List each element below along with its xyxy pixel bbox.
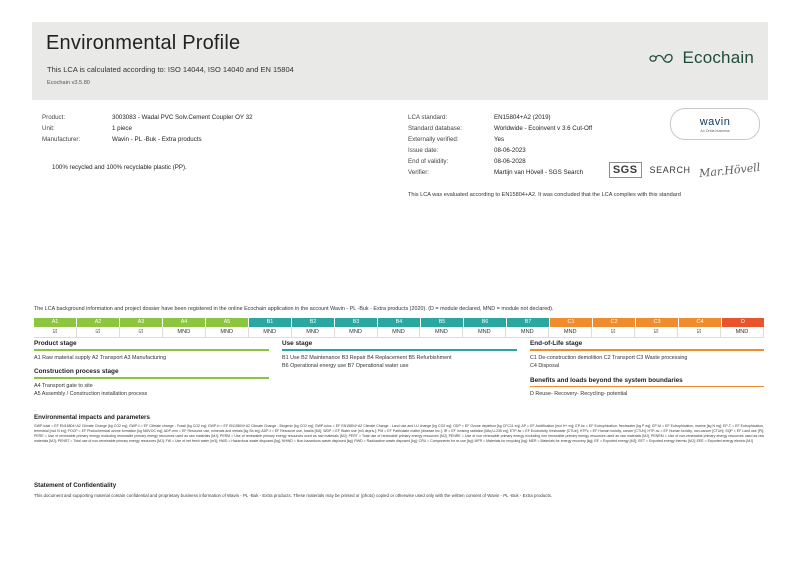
impacts-title: Environmental impacts and parameters (34, 414, 150, 421)
product-stage-column (34, 340, 269, 399)
app-version: Ecochain v3.5.80 (47, 80, 90, 86)
meta-value: EN15804+A2 (2019) (494, 114, 551, 121)
infinity-icon (649, 51, 675, 66)
module-value-cell: ☑ (678, 327, 721, 338)
use-stage-title: Use stage (282, 340, 313, 347)
meta-value: Worldwide - Ecoinvent v 3.6 Cut-Off (494, 125, 593, 132)
construction-stage-line: A5 Assembly / Construction installation process (34, 391, 148, 398)
module-value-cell: ☑ (120, 327, 163, 338)
benefits-line: D Reuse- Recovery- Recycling- potential (530, 391, 628, 398)
module-value-cell: MND (506, 327, 549, 338)
module-code-cell: C3 (636, 318, 679, 327)
meta-row (408, 112, 648, 123)
use-stage-column (282, 340, 517, 371)
module-code-cell: C2 (593, 318, 636, 327)
meta-row (408, 123, 648, 134)
endoflife-stage-column (530, 340, 764, 399)
meta-value: 08-06-2023 (494, 147, 526, 154)
document-header (32, 22, 768, 100)
construction-stage-line: A4 Transport gate to site (34, 382, 93, 389)
dossier-note: The LCA background information and project dossier have been registered in the online Ecochain application in the account Wavin - PL -Buk - Extra products (2020). (D = module declared, MND = module not declared). (34, 306, 554, 312)
meta-row (42, 134, 362, 145)
ecochain-logo (649, 48, 754, 68)
green-divider (34, 349, 269, 351)
lifecycle-stages (34, 340, 764, 412)
module-code-cell: C4 (679, 318, 722, 327)
module-code-row (34, 318, 764, 327)
module-code-cell: B4 (378, 318, 421, 327)
search-wordmark: SEARCH (649, 165, 691, 175)
module-value-row (34, 327, 764, 338)
meta-value: Wavin - PL -Buk - Extra products (112, 136, 202, 143)
endoflife-stage-title: End-of-Life stage (530, 340, 583, 347)
module-value-cell: ☑ (592, 327, 635, 338)
verifier-marks (609, 162, 760, 178)
statement-body: This document and supporting material contain confidential and proprietary business information of Wavin - PL -Buk - Extra products. These materials may be printed or (photo) copied or otherwise used only with the written consent of Wavin - PL -Buk - Extra products. (34, 493, 553, 498)
module-value-cell: ☑ (635, 327, 678, 338)
statement-title: Statement of Confidentiality (34, 482, 117, 489)
product-stage-line: A1 Raw material supply A2 Transport A3 Manufacturing (34, 354, 167, 361)
green-divider (34, 377, 269, 379)
material-note: 100% recycled and 100% recyclable plastic (PP). (52, 164, 187, 171)
benefits-loads-block (530, 377, 764, 399)
module-code-cell: B6 (464, 318, 507, 327)
teal-divider (282, 349, 517, 351)
module-value-cell: MND (335, 327, 378, 338)
wavin-logo (670, 108, 760, 140)
module-value-cell: MND (463, 327, 506, 338)
meta-row (408, 145, 648, 156)
meta-value: 3003083 - Wadal PVC Solv.Cement Coupler OY 32 (112, 114, 253, 121)
module-value-cell: ☑ (77, 327, 120, 338)
endoflife-stage-line: C4 Disposal (530, 363, 560, 370)
module-code-cell: B3 (335, 318, 378, 327)
meta-label: Manufacturer: (42, 136, 81, 143)
meta-label: Product: (42, 114, 66, 121)
module-value-cell: ☑ (34, 327, 77, 338)
wavin-tagline: An Orbia business (700, 128, 730, 133)
benefits-title: Benefits and loads beyond the system boundaries (530, 376, 683, 384)
module-value-cell: MND (249, 327, 292, 338)
module-code-cell: B2 (292, 318, 335, 327)
page-subtitle: This LCA is calculated according to: ISO 14044, ISO 14040 and EN 15804 (47, 65, 294, 74)
orange-divider (530, 386, 764, 388)
module-code-cell: B7 (507, 318, 550, 327)
meta-label: Issue date: (408, 147, 439, 154)
confidentiality-statement (34, 482, 764, 499)
module-value-cell: MND (378, 327, 421, 338)
meta-label: Standard database: (408, 125, 463, 132)
module-value-cell: MND (721, 327, 764, 338)
module-code-cell: A1 (34, 318, 77, 327)
meta-row (42, 123, 362, 134)
meta-value: Yes (494, 136, 505, 143)
brand-name: Ecochain (682, 48, 754, 67)
module-code-cell: B5 (421, 318, 464, 327)
meta-label: End of validity: (408, 158, 449, 165)
meta-value: 08-06-2028 (494, 158, 526, 165)
module-value-cell: MND (292, 327, 335, 338)
sgs-logo: SGS (609, 162, 642, 178)
use-stage-line: B6 Operational energy use B7 Operational water use (282, 363, 409, 370)
module-value-cell: MND (206, 327, 249, 338)
use-stage-line: B1 Use B2 Maintenance B3 Repair B4 Replacement B5 Refurbishment (282, 354, 452, 361)
meta-left-column (42, 112, 362, 171)
page-title: Environmental Profile (46, 32, 241, 54)
meta-label: LCA standard: (408, 114, 448, 121)
meta-row (42, 112, 362, 123)
endoflife-stage-line: C1 De-construction demolition C2 Transport C3 Waste processing (530, 354, 688, 361)
orange-divider (530, 349, 764, 351)
meta-label: Externally verified: (408, 136, 459, 143)
module-code-cell: A4 (163, 318, 206, 327)
construction-stage-title: Construction process stage (34, 368, 119, 376)
product-stage-title: Product stage (34, 340, 77, 347)
meta-row (408, 134, 648, 145)
module-code-cell: C1 (550, 318, 593, 327)
module-value-cell: MND (549, 327, 592, 338)
meta-label: Unit: (42, 125, 55, 132)
environmental-impacts-section (34, 414, 764, 444)
verifier-signature: Mar.Hövell (698, 160, 761, 180)
construction-process-stage (34, 368, 269, 399)
module-code-cell: A3 (120, 318, 163, 327)
module-code-cell: A2 (77, 318, 120, 327)
meta-value: Martijn van Hövell - SGS Search (494, 169, 584, 176)
meta-label: Verifier: (408, 169, 429, 176)
module-value-cell: MND (420, 327, 463, 338)
evaluation-note: This LCA was evaluated according to EN15804+A2. It was concluded that the LCA complies with this standard (408, 192, 681, 198)
module-code-cell: D (722, 318, 764, 327)
module-code-cell: B1 (249, 318, 292, 327)
module-value-cell: MND (163, 327, 206, 338)
product-meta (32, 112, 768, 200)
module-code-cell: A5 (206, 318, 249, 327)
module-table (34, 318, 764, 338)
wavin-wordmark: wavin (699, 115, 731, 128)
meta-value: 1 piece (112, 125, 132, 132)
impacts-abbreviations: GWP-total = EF EN15804+A2 Climate Change [kg CO2 eq]; GWP-f = EF Climate change - Fossil [kg CO2 eq]; GWP-b = EF EN15804+A2 Climate Change - Biogenic [kg CO2 eq]; GWP-luluc = EF EN15804+A2 Climate Change - Land use and LU change [kg CO2 eq]; ODP = EF Ozone depletion [kg CFC11 eq]; AP = EF Acidification [mol H+ eq]; EP-fw = EF Eutrophication, freshwater [kg P eq]; EP-M = EF Eutrophication, marine [kg N eq]; EP-T = EF Eutrophication, terrestrial [mol N eq]; POCP = EF Photochemical ozone formation [kg NMVOC eq]; ADP-mm = EF Resource use, minerals and metals [kg Sb eq]; ADP-f = EF Resource use, fossils [MJ]; WDP = EF Water use [m3 depriv.]; PM = EF Particulate matter [disease inc.]; IR = EF Ionising radiation [kBq U-235 eq]; ETP-fw = EF Ecotoxicity, freshwater [CTUe]; HTPc = EF Human toxicity, cancer [CTUh]; HTP-nc = EF Human toxicity, non-cancer [CTUh]; SQP = EF Land use [Pt]; PERE = Use of renewable primary energy excluding renewable primary energy resources used as raw materials [MJ]; PERM = Use of renewable primary energy resources used as raw materials [MJ]; PERT = Total use of renewable primary energy resources [MJ]; PENRE = Use of non renewable primary energy excluding non renewable primary energy resources used as raw materials [MJ]; PENRM = Use of non-renewable primary energy resources used as raw materials [MJ]; PENRT = Total use of non-renewable primary energy resources [MJ]; FW = Use of net fresh water [m3]; HWD = Hazardous waste disposed [kg]; NHWD = Non-hazardous waste disposed [kg]; RWD = Radioactive waste disposed [kg]; CRU = Components for re-use [kg]; MFR = Materials for recycling [kg]; MER = Materials for energy recovery [kg]; EE = Exported energy [MJ]; EET = Exported energy thermic [MJ]; EEE = Exported energy electric [MJ] (34, 424, 764, 443)
